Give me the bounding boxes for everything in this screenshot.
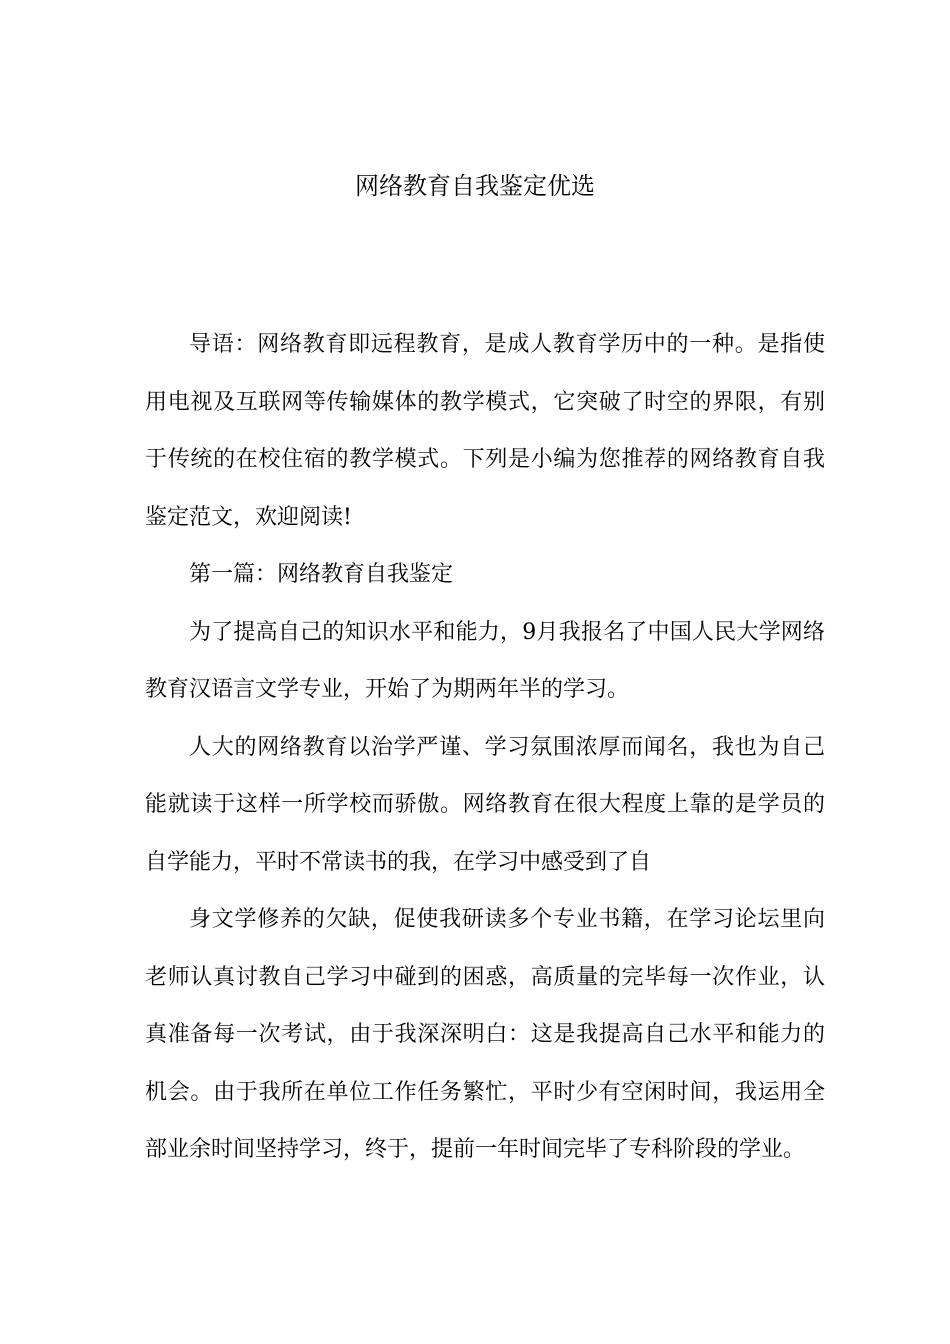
paragraph-study: 身文学修养的欠缺，促使我研读多个专业书籍，在学习论坛里向老师认真讨教自己学习中碰到的困惑，高质量的完毕每一次作业，认真准备每一次考试，由于我深深明白：这是我提高自己水平和能力的机会。由于我所在单位工作任务繁忙，平时少有空闲时间，我运用全部业余时间坚持学习，终于，提前一年时间完毕了专科阶段的学业。 [145,907,825,1162]
document-title: 网络教育自我鉴定优选 [355,172,595,200]
paragraph-section-heading: 第一篇：网络教育自我鉴定 [189,562,454,587]
paragraph-enrollment: 为了提高自己的知识水平和能力，9月我报名了中国人民大学网络教育汉语言文学专业，开始了为期两年半的学习。 [145,619,825,702]
document-body [145,316,825,1179]
paragraph-school: 人大的网络教育以治学严谨、学习氛围浓厚而闻名，我也为自己能就读于这样一所学校而骄傲。网络教育在很大程度上靠的是学员的自学能力，平时不常读书的我，在学习中感受到了自 [145,734,825,875]
paragraph-intro: 导语：网络教育即远程教育，是成人教育学历中的一种。是指使用电视及互联网等传输媒体的教学模式，它突破了时空的界限，有别于传统的在校住宿的教学模式。下列是小编为您推荐的网络教育自我鉴定范文，欢迎阅读! [145,332,825,530]
